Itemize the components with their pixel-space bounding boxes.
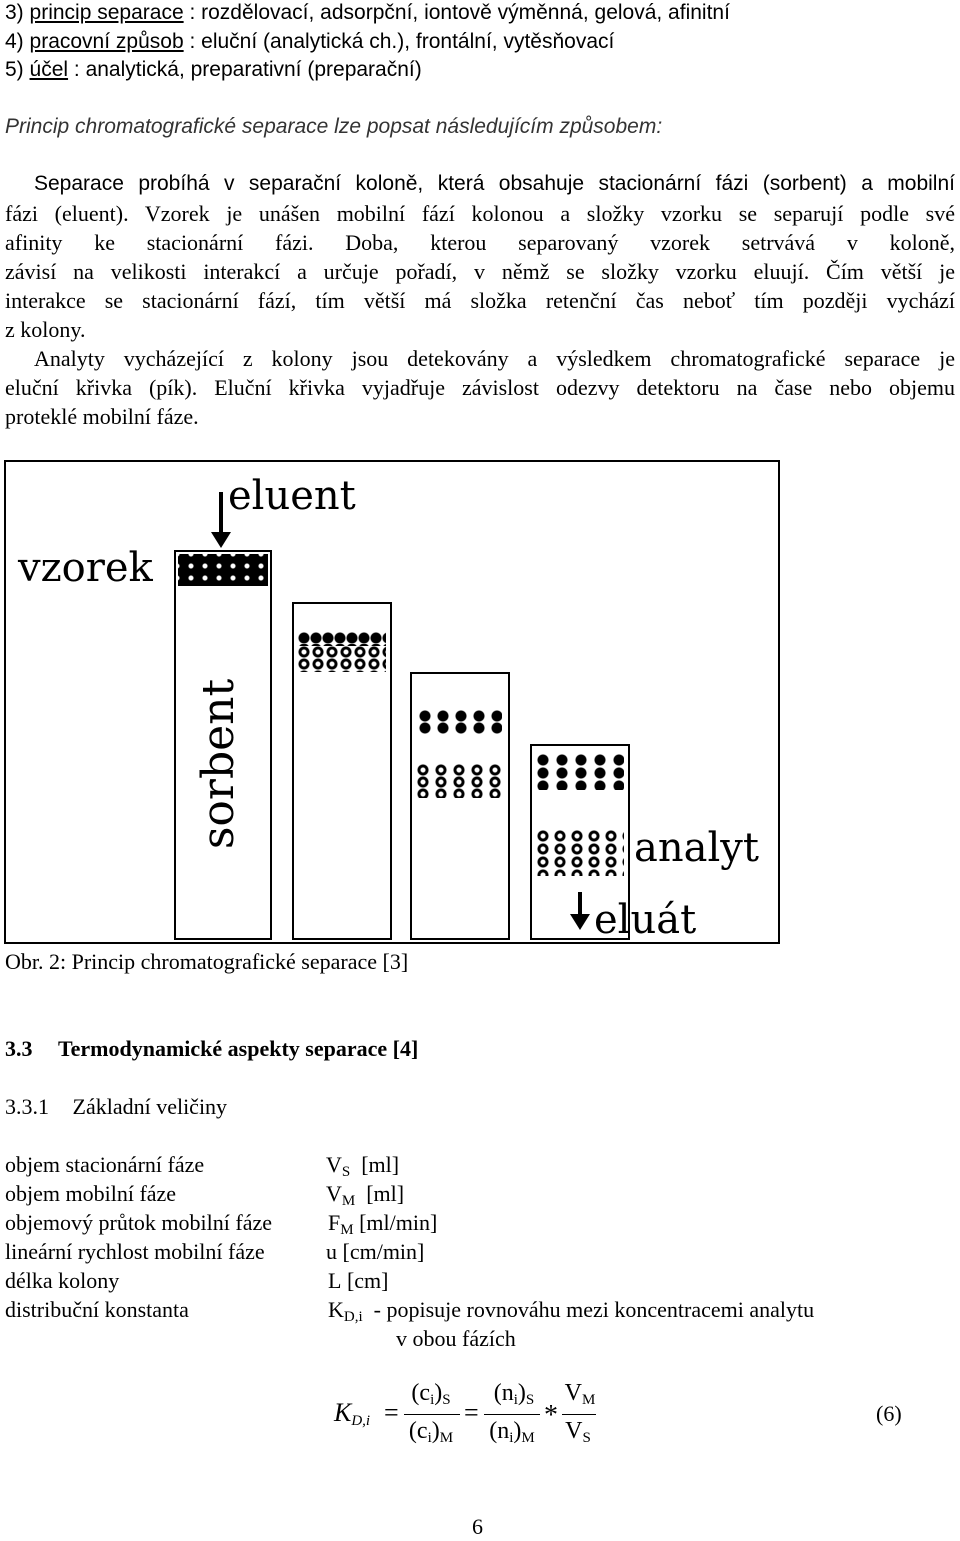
list-item-4: [5, 28, 614, 56]
list-number: 5): [5, 58, 24, 81]
quantity-name: objem stacionární fáze: [5, 1152, 205, 1177]
list-text: : eluční (analytická ch.), frontální, vytěsňovací: [183, 30, 615, 53]
fraction-2-denominator: $(n_i)_M$: [489, 1418, 535, 1446]
quantity-name: lineární rychlost mobilní fáze: [5, 1239, 265, 1264]
eluent-label: eluent: [228, 473, 356, 519]
equation-lhs: $K_{D,i}$: [334, 1398, 371, 1429]
band-white: [298, 646, 386, 672]
subsection-title: Základní veličiny: [72, 1094, 228, 1119]
quantity-name: distribuční konstanta: [5, 1297, 189, 1322]
fraction-2-bar: [484, 1414, 540, 1415]
paragraph-line: afinity ke stacionární fázi. Doba, kterou separovaný vzorek setrvává v koloně,: [5, 230, 955, 255]
paragraph-line: fázi (eluent). Vzorek je unášen mobilní fází kolonou a složky vzorku se separují podle své: [5, 201, 955, 226]
figure-caption: Obr. 2: Princip chromatografické separace [3]: [5, 949, 409, 974]
quantity-symbol: $F_M$ [ml/min]: [328, 1210, 438, 1238]
section-title: Termodynamické aspekty separace [4]: [58, 1036, 419, 1061]
chromatography-figure: [4, 460, 780, 944]
quantity-symbol: $K_{D,i}$ - popisuje rovnováhu mezi koncentracemi analytu: [328, 1297, 815, 1325]
subsection-number: 3.3.1: [5, 1094, 49, 1119]
quantity-name: délka kolony: [5, 1268, 120, 1293]
band-white: [536, 830, 624, 876]
equals-sign: =: [464, 1398, 479, 1427]
quantity-name: objem mobilní fáze: [5, 1181, 177, 1206]
fraction-3-numerator: $V_M$: [564, 1380, 596, 1408]
fraction-2-numerator: $(n_i)_S$: [493, 1380, 535, 1408]
list-number: 3): [5, 1, 24, 24]
fraction-1-denominator: $(c_i)_M$: [408, 1418, 454, 1446]
quantity-symbol: L [cm]: [328, 1268, 389, 1293]
equals-sign: =: [384, 1398, 399, 1427]
quantity-symbol: $V_M$ [ml]: [326, 1181, 405, 1209]
list-term: princip separace: [29, 1, 184, 24]
eluat-arrow-head: [570, 914, 590, 930]
sample-band: [178, 554, 268, 586]
fraction-1-numerator: $(c_i)_S$: [411, 1380, 451, 1408]
fraction-3-denominator: $V_S$: [565, 1418, 591, 1446]
sorbent-label: sorbent: [193, 678, 245, 850]
quantity-symbol: u [cm/min]: [326, 1239, 425, 1264]
column-2: [292, 602, 392, 940]
paragraph-line: proteklé mobilní fáze.: [5, 404, 199, 429]
list-term: pracovní způsob: [29, 30, 184, 53]
fraction-1-bar: [404, 1414, 460, 1415]
paragraph-line: interakce se stacionární fází, tím větší má složka retenční čas neboť tím později vychází: [5, 288, 955, 313]
section-number: 3.3: [5, 1036, 33, 1061]
paragraph-line: Separace probíhá v separační koloně, která obsahuje stacionární fázi (sorbent) a mobilní: [34, 172, 955, 195]
quantity-name: objemový průtok mobilní fáze: [5, 1210, 272, 1235]
multiply-sign: *: [544, 1400, 558, 1431]
list-text: : analytická, preparativní (preparační): [68, 58, 422, 81]
vzorek-label: vzorek: [18, 545, 153, 591]
page-number: 6: [472, 1514, 483, 1539]
paragraph-line: závisí na velikosti interakcí a určuje pořadí, v němž se složky vzorku eluují. Čím větší je: [5, 259, 955, 284]
list-term: účel: [29, 58, 69, 81]
band-black: [418, 710, 502, 734]
equation-number: (6): [876, 1401, 902, 1426]
band-black: [536, 754, 624, 790]
quantity-symbol: $V_S$ [ml]: [326, 1152, 400, 1180]
list-item-3: [5, 0, 730, 27]
list-text: : rozdělovací, adsorpční, iontově výměnná, gelová, afinitní: [183, 1, 730, 24]
band-black: [298, 632, 386, 646]
subsection-heading: [5, 1092, 227, 1121]
eluat-arrow-shaft: [578, 892, 582, 916]
list-item-5: [5, 56, 422, 84]
section-heading: [5, 1034, 418, 1063]
band-white: [416, 764, 504, 798]
paragraph-line: eluční křivka (pík). Eluční křivka vyjadřuje závislost odezvy detektoru na čase nebo objemu: [5, 375, 955, 400]
list-number: 4): [5, 30, 24, 53]
paragraph-line: Analyty vycházející z kolony jsou detekovány a výsledkem chromatografické separace je: [34, 346, 955, 371]
fraction-3-bar: [562, 1414, 596, 1415]
quantity-desc-cont: v obou fázích: [396, 1326, 516, 1351]
eluent-arrow-head: [211, 532, 231, 548]
eluent-arrow-shaft: [219, 492, 223, 534]
analyt-label: analyt: [634, 825, 759, 871]
eluat-label: eluát: [594, 897, 697, 943]
intro-italic: Princip chromatografické separace lze popsat následujícím způsobem:: [5, 115, 663, 138]
column-1: [174, 550, 272, 940]
paragraph-line: z kolony.: [5, 317, 86, 342]
column-3: [410, 672, 510, 940]
